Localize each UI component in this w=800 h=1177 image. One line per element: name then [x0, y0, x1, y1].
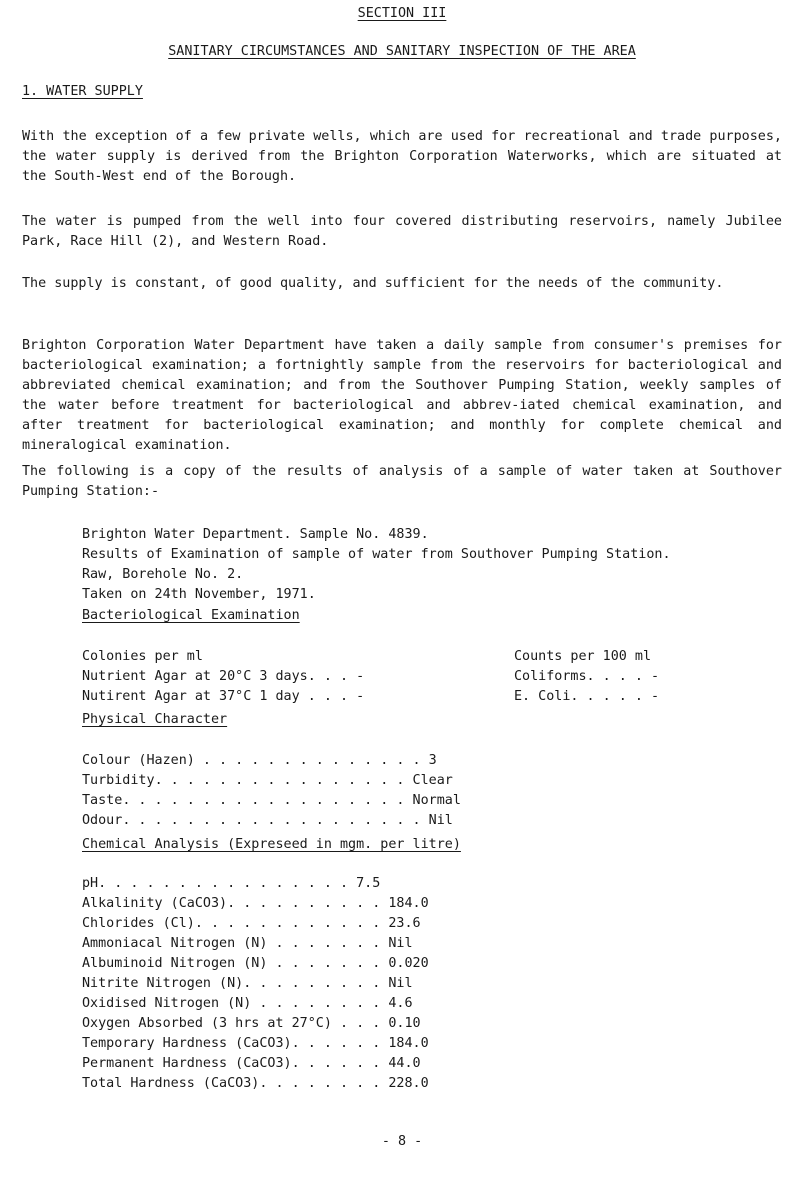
table-row [82, 934, 702, 954]
sample-info-line: Taken on 24th November, 1971. [82, 587, 316, 602]
chemical-value: 184.0 [388, 1036, 429, 1051]
chemical-label: Oxygen Absorbed (3 hrs at 27°C) [82, 1016, 332, 1031]
table-row [82, 811, 702, 831]
chemical-value: 7.5 [356, 876, 381, 891]
chemical-label: pH [82, 876, 99, 891]
paragraph-1: With the exception of a few private wells, which are used for recreational and trade purposes, the water supply is derived from the Brighton Corporation Waterworks, which are situated at the South-West end of the Borough. [22, 129, 782, 184]
dot-leader: . . . [331, 1016, 389, 1031]
physical-label: Colour (Hazen) [82, 753, 195, 768]
physical-label: Taste [82, 793, 123, 808]
bacteriological-line: Colonies per ml [82, 649, 203, 664]
table-row [82, 974, 702, 994]
chemical-label: Chlorides (Cl) [82, 916, 195, 931]
chemical-value: Nil [388, 976, 413, 991]
chemical-label: Nitrite Nitrogen (N) [82, 976, 244, 991]
dot-leader: . . . . . . . . [259, 1076, 389, 1091]
chemical-label: Ammoniacal Nitrogen (N) [82, 936, 268, 951]
table-row [82, 791, 702, 811]
chemical-label: Albuminoid Nitrogen (N) [82, 956, 268, 971]
paragraph-4: Brighton Corporation Water Department have taken a daily sample from consumer's premises for bacteriological examination; a fortnightly sample from the reservoirs for bacteriological and abbreviated chemical examination; and from the Southover Pumping Station, weekly samples of the water before treatment for bacteriological and abbrev-iated chemical examination, and after treatment for bacteriological examination; and monthly for complete chemical and mineralogical examination. [22, 338, 782, 453]
sample-info-line: Brighton Water Department. Sample No. 4839. [82, 527, 429, 542]
chemical-label: Total Hardness (CaCO3) [82, 1076, 260, 1091]
paragraph-5: The following is a copy of the results of analysis of a sample of water taken at Southover Pumping Station:- [22, 464, 782, 499]
dot-leader: . . . . . . . . . . . . . . . . . . [122, 793, 413, 808]
dot-leader: . . . . . . . . . . [227, 896, 389, 911]
paragraph-3: The supply is constant, of good quality, and sufficient for the needs of the community. [22, 276, 724, 291]
bacteriological-right-column [514, 647, 774, 707]
table-row [82, 771, 702, 791]
page-number: - 8 - [381, 1134, 423, 1149]
dot-leader: . . . . . . [291, 1036, 389, 1051]
table-row [82, 894, 702, 914]
bacteriological-line: Counts per 100 ml [514, 649, 652, 664]
table-row [82, 914, 702, 934]
table-row [82, 1014, 702, 1034]
water-supply-heading: 1. WATER SUPPLY [22, 84, 143, 99]
table-row [82, 1074, 702, 1094]
chemical-table [82, 874, 702, 1094]
chemical-value: 184.0 [388, 896, 429, 911]
physical-label: Turbidity [82, 773, 155, 788]
table-row [82, 994, 702, 1014]
chemical-value: 0.10 [388, 1016, 421, 1031]
chemical-value: 23.6 [388, 916, 421, 931]
dot-leader: . . . . . . . . . . . . . . . . [154, 773, 413, 788]
dot-leader: . . . . . . . . . . . . . . . . . . . [122, 813, 429, 828]
physical-table [82, 751, 702, 831]
sample-info-line: Results of Examination of sample of water from Southover Pumping Station. [82, 547, 671, 562]
dot-leader: . . . . . . . [267, 956, 389, 971]
bacteriological-line: Coliforms. . . . - [514, 669, 660, 684]
chemical-label: Permanent Hardness (CaCO3) [82, 1056, 292, 1071]
chemical-value: 0.020 [388, 956, 429, 971]
sample-info-line: Raw, Borehole No. 2. [82, 567, 244, 582]
dot-leader: . . . . . . . . . . . . . . [194, 753, 429, 768]
section-heading: SECTION III [357, 6, 447, 21]
chemical-label: Temporary Hardness (CaCO3) [82, 1036, 292, 1051]
chemical-value: 228.0 [388, 1076, 429, 1091]
table-row [82, 954, 702, 974]
physical-value: 3 [428, 753, 437, 768]
bacteriological-line: Nutrient Agar at 20°C 3 days. . . - [82, 669, 365, 684]
physical-heading: Physical Character [82, 712, 228, 727]
bacteriological-line: Nutirent Agar at 37°C 1 day . . . - [82, 689, 365, 704]
chemical-label: Alkalinity (CaCO3) [82, 896, 228, 911]
chemical-value: 4.6 [388, 996, 413, 1011]
sample-info [82, 525, 782, 605]
dot-leader: . . . . . . [291, 1056, 389, 1071]
physical-value: Normal [412, 793, 461, 808]
chemical-heading: Chemical Analysis (Expreseed in mgm. per litre) [82, 837, 461, 852]
table-row [82, 874, 702, 894]
bacteriological-heading: Bacteriological Examination [82, 608, 300, 623]
page-title: SANITARY CIRCUMSTANCES AND SANITARY INSPECTION OF THE AREA [168, 44, 636, 59]
physical-value: Clear [412, 773, 453, 788]
chemical-value: 44.0 [388, 1056, 421, 1071]
dot-leader: . . . . . . . . . [243, 976, 389, 991]
table-row [82, 1034, 702, 1054]
dot-leader: . . . . . . . . . . . . [194, 916, 389, 931]
chemical-label: Oxidised Nitrogen (N) [82, 996, 252, 1011]
bacteriological-line: E. Coli. . . . . - [514, 689, 660, 704]
chemical-value: Nil [388, 936, 413, 951]
physical-value: Nil [428, 813, 453, 828]
dot-leader: . . . . . . . [267, 936, 389, 951]
physical-label: Odour [82, 813, 123, 828]
dot-leader: . . . . . . . . . . . . . . . . [98, 876, 357, 891]
paragraph-2: The water is pumped from the well into four covered distributing reservoirs, namely Jubilee Park, Race Hill (2), and Western Road. [22, 214, 782, 249]
bacteriological-left-column [82, 647, 402, 707]
dot-leader: . . . . . . . . [251, 996, 389, 1011]
table-row [82, 1054, 702, 1074]
table-row [82, 751, 702, 771]
